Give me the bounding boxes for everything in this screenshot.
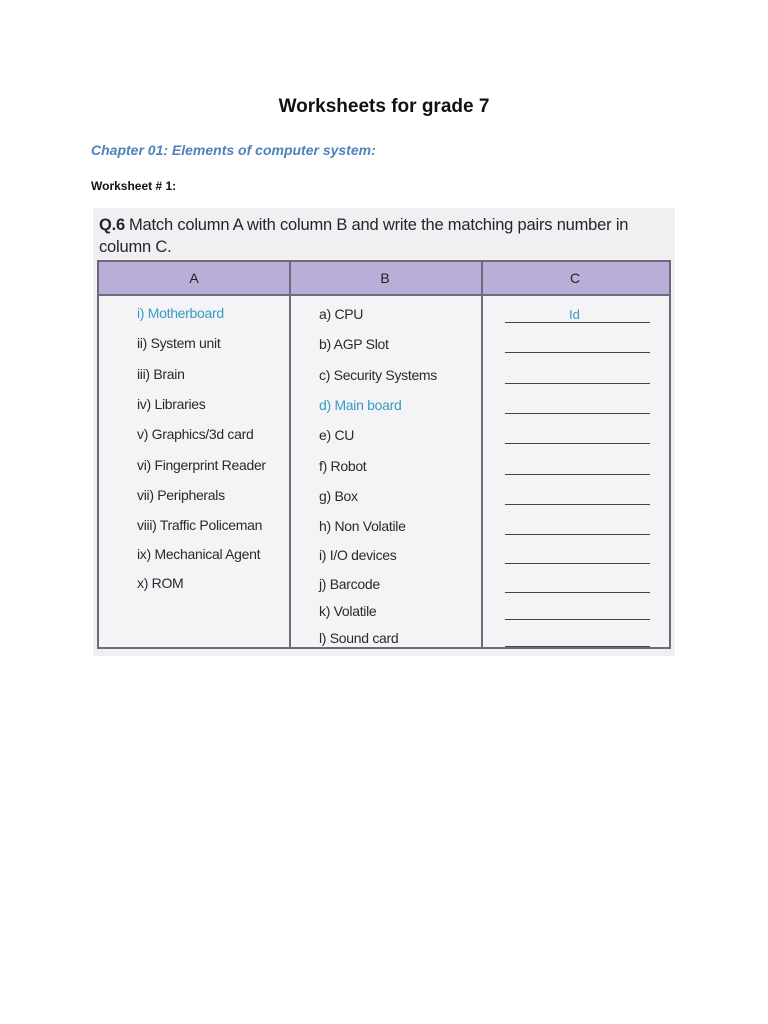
column-a-item: viii) Traffic Policeman: [137, 517, 263, 533]
worksheet-title: Worksheets for grade 7: [278, 96, 490, 117]
column-a-item: iii) Brain: [137, 366, 185, 382]
header-column-c: C: [569, 270, 581, 286]
answer-blank[interactable]: [505, 592, 650, 593]
answer-blank[interactable]: [505, 504, 650, 505]
column-b-item: c) Security Systems: [319, 367, 437, 383]
column-a-item: ix) Mechanical Agent: [137, 546, 261, 562]
column-b-item: a) CPU: [319, 306, 364, 322]
answer-blank[interactable]: [505, 352, 650, 353]
answer-blank[interactable]: [505, 534, 650, 535]
column-b-item: d) Main board: [319, 397, 402, 413]
column-b-item: h) Non Volatile: [319, 518, 406, 534]
header-column-b: B: [380, 270, 390, 286]
column-a-item: ii) System unit: [137, 335, 221, 351]
worksheet-photo: [93, 208, 675, 656]
column-b-item: f) Robot: [319, 458, 367, 474]
question-number: Q.6: [99, 216, 125, 234]
answer-blank[interactable]: [505, 563, 650, 564]
column-divider-ab: [289, 262, 291, 647]
question-body: Match column A with column B and write the matching pairs number in column C.: [99, 216, 629, 256]
answer-blank[interactable]: [505, 383, 650, 384]
column-a-item: vii) Peripherals: [137, 487, 225, 503]
answer-blank[interactable]: [505, 474, 650, 475]
column-c-answer: Id: [569, 307, 580, 322]
column-b-item: k) Volatile: [319, 603, 377, 619]
column-b-item: e) CU: [319, 427, 355, 443]
answer-blank[interactable]: [505, 322, 650, 323]
answer-blank[interactable]: [505, 619, 650, 620]
column-b-item: b) AGP Slot: [319, 336, 389, 352]
answer-blank[interactable]: [505, 413, 650, 414]
answer-blank[interactable]: [505, 646, 650, 647]
column-a-item: i) Motherboard: [137, 305, 224, 321]
matching-table: [97, 260, 671, 649]
column-b-item: l) Sound card: [319, 630, 399, 646]
column-a-item: x) ROM: [137, 575, 184, 591]
chapter-heading: Chapter 01: Elements of computer system:: [91, 142, 376, 158]
column-b-item: i) I/O devices: [319, 547, 397, 563]
column-a-item: iv) Libraries: [137, 396, 206, 412]
column-a-item: vi) Fingerprint Reader: [137, 457, 266, 473]
column-b-item: j) Barcode: [319, 576, 380, 592]
question-text: [99, 214, 669, 258]
worksheet-label: Worksheet # 1:: [91, 179, 177, 193]
table-header-row: [99, 262, 669, 296]
column-b-item: g) Box: [319, 488, 358, 504]
column-a-item: v) Graphics/3d card: [137, 426, 254, 442]
answer-blank[interactable]: [505, 443, 650, 444]
header-column-a: A: [189, 270, 199, 286]
column-divider-bc: [481, 262, 483, 647]
